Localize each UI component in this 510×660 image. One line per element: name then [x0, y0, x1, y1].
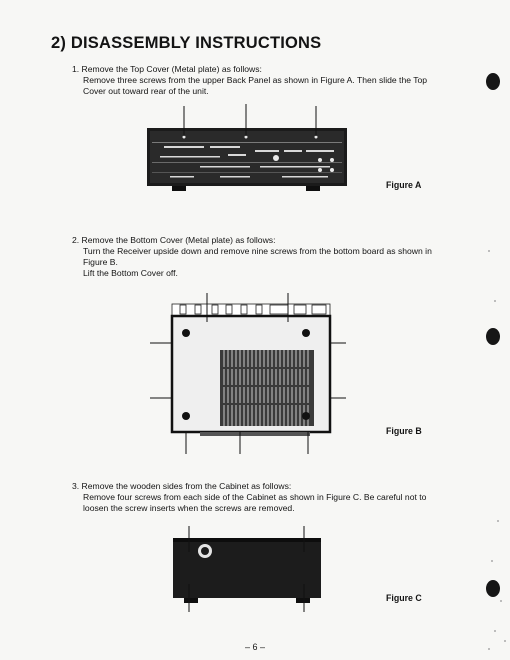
binder-hole-bottom: [486, 580, 500, 597]
step-3-body-line-1: Remove four screws from each side of the Cabinet as shown in Figure C. Be careful not to: [83, 492, 427, 502]
step-2-body-line-2: Figure B.: [83, 257, 118, 267]
step-3-heading: 3. Remove the wooden sides from the Cabinet as follows:: [72, 481, 292, 491]
binder-hole-middle: [486, 328, 500, 345]
binder-hole-top: [486, 73, 500, 90]
step-3-body-line-2: loosen the screw inserts when the screws are removed.: [83, 503, 295, 513]
receiver-rear-view: [147, 128, 347, 191]
step-2-body-line-1: Turn the Receiver upside down and remove nine screws from the bottom board as shown in: [83, 246, 432, 256]
receiver-bottom-view: [172, 304, 330, 436]
section-title: 2) DISASSEMBLY INSTRUCTIONS: [51, 34, 322, 52]
receiver-side-view: [173, 538, 321, 603]
step-1-body-line-2: Cover out toward rear of the unit.: [83, 86, 209, 96]
step-2-body-line-3: Lift the Bottom Cover off.: [83, 268, 178, 278]
figure-b-label: Figure B: [386, 426, 422, 436]
figure-a-label: Figure A: [386, 180, 422, 190]
figure-c-label: Figure C: [386, 593, 422, 603]
step-1-body-line-1: Remove three screws from the upper Back Panel as shown in Figure A. Then slide the Top: [83, 75, 428, 85]
step-1-heading: 1. Remove the Top Cover (Metal plate) as follows:: [72, 64, 262, 74]
step-2-heading: 2. Remove the Bottom Cover (Metal plate) as follows:: [72, 235, 276, 245]
page-number: – 6 –: [244, 642, 266, 652]
